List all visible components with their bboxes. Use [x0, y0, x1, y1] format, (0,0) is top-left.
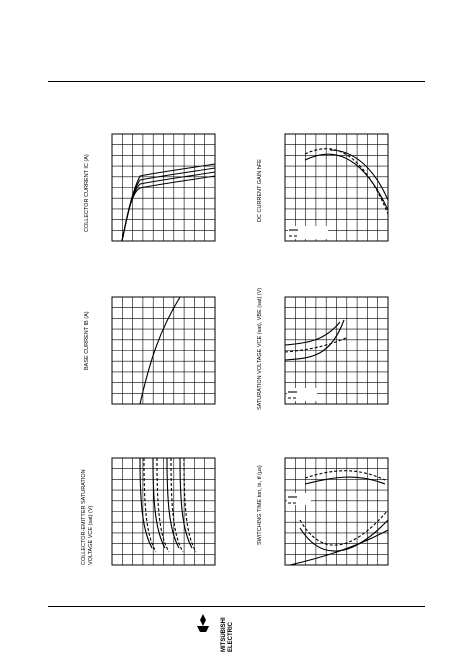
ce-saturation-curve — [167, 458, 179, 548]
ce-saturation-curve — [140, 458, 152, 548]
mitsubishi-logo-icon — [195, 612, 211, 640]
switching-time-curve — [300, 510, 388, 545]
logo-text: MITSUBISHI ELECTRIC — [221, 617, 234, 652]
saturation-voltage-label: SATURATION VOLTAGE VCE (sat), VBE (sat) (V) — [257, 287, 263, 410]
dc-current-gain-legend-box — [288, 226, 328, 239]
ce-saturation-curve — [180, 458, 192, 548]
saturation-voltage-curve — [285, 322, 340, 345]
ce-saturation-label: COLLECTOR-EMITTER SATURATION VOLTAGE VCE (sat) (V) — [81, 469, 94, 565]
collector-current-label: COLLECTOR CURRENT IC (A) — [84, 154, 90, 232]
saturation-voltage-legend-box — [287, 388, 317, 401]
switching-time-curve — [305, 477, 385, 484]
base-current-label: BASE CURRENT IB (A) — [84, 311, 90, 370]
collector-current-curve — [122, 172, 215, 241]
switching-time-curve — [305, 471, 385, 480]
dc-current-gain-label: DC CURRENT GAIN hFE — [257, 159, 263, 222]
switching-time-label: SWITCHING TIME ton, ts, tf (µs) — [257, 465, 263, 545]
